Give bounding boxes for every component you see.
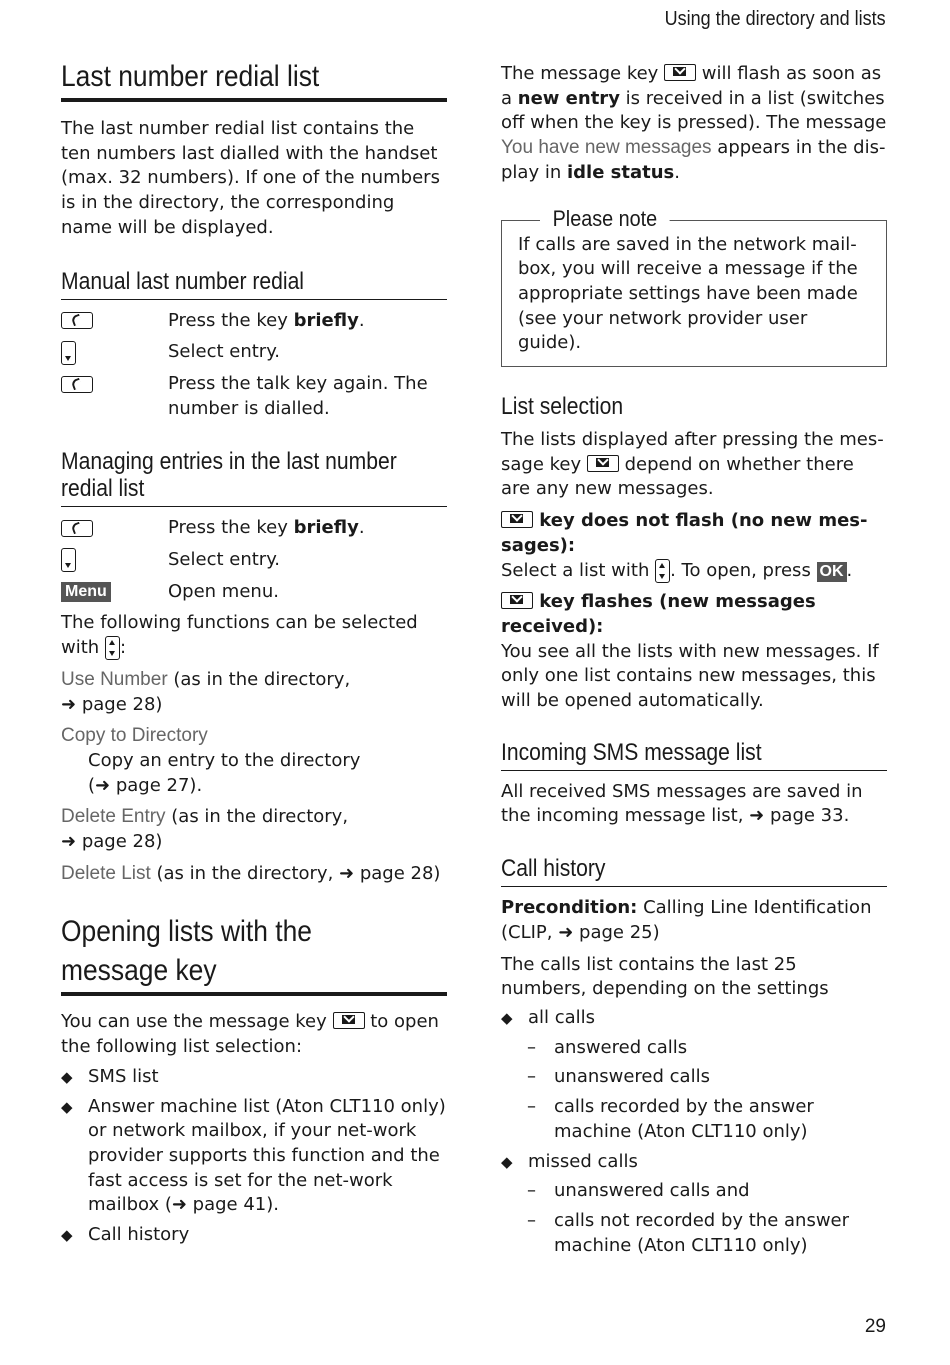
list-item: ◆ Call history <box>61 1223 447 1248</box>
list-item: – unanswered calls <box>501 1065 887 1090</box>
missed-calls-sublist <box>501 1179 887 1258</box>
step-row: Press the talk key again. The number is dialled. <box>61 372 447 421</box>
arrow-right-icon: ➜ <box>171 1194 187 1216</box>
arrow-right-icon: ➜ <box>558 921 574 943</box>
subsection-title-manual: Manual last number redial <box>61 267 305 295</box>
nav-down-key-icon <box>61 341 76 365</box>
arrow-right-icon: ➜ <box>749 805 765 827</box>
nav-up-down-key-icon <box>655 559 670 583</box>
right-column <box>501 0 887 1263</box>
calls-list-text: The calls list contains the last 25 numbers, depending on the settings <box>501 953 829 1000</box>
precondition-text: Precondition: Calling Line Identification (CLIP, ➜ page 25) <box>501 897 872 943</box>
talk-key-icon <box>61 376 93 393</box>
step-row: Select entry. <box>61 340 447 365</box>
no-flash-text: Select a list with . To open, press OK . <box>501 559 853 581</box>
talk-key-icon <box>61 520 93 537</box>
subsection-title-call-history: Call history <box>501 855 606 883</box>
running-header: Using the directory and lists <box>664 8 886 30</box>
note-box <box>501 205 887 368</box>
menu-key: Menu <box>61 582 111 602</box>
step-row: Select entry. <box>61 548 447 573</box>
arrow-right-icon: ➜ <box>339 862 355 884</box>
list-selection-text: The lists displayed after pressing the mes-sage key depend on whether there are any new messages. <box>501 429 884 500</box>
list-item: ◆ all calls <box>501 1006 887 1031</box>
no-flash-heading: key does not flash (no new mes-sages): <box>501 510 868 556</box>
message-key-icon <box>664 64 696 81</box>
nav-down-key-icon <box>61 548 76 572</box>
list-item: ◆ missed calls <box>501 1150 887 1175</box>
section-title-redial: Last number redial list <box>61 60 320 93</box>
list-item: – unanswered calls and <box>501 1179 887 1204</box>
note-text: If calls are saved in the network mail-box, you will receive a message if the appropriate settings have been made (see your network provider user guide). <box>518 233 858 354</box>
list-item: ◆ SMS list <box>61 1065 447 1090</box>
flash-text: You see all the lists with new messages. If only one list contains new messages, this will be opened automatically. <box>501 640 879 712</box>
message-key-icon <box>333 1012 365 1029</box>
nav-up-down-key-icon <box>105 636 120 660</box>
opening-list <box>61 1065 447 1248</box>
message-key-icon <box>587 455 619 472</box>
list-item: – calls not recorded by the answer machine (Aton CLT110 only) <box>501 1209 887 1258</box>
message-key-flash-text: The message key will flash as soon as a new entry is received in a list (switches off when the key is pressed). The message You have new messages appears in the dis-play in idle status. <box>501 63 887 183</box>
note-title: Please note <box>540 207 670 231</box>
subsection-title-list-selection: List selection <box>501 393 624 421</box>
function-delete-list: Delete List (as in the directory, ➜ page 28) <box>61 862 441 884</box>
function-copy-directory-desc: Copy an entry to the directory (➜ page 27). <box>88 749 361 796</box>
page-number: 29 <box>864 1316 886 1337</box>
function-copy-directory: Copy to Directory <box>61 725 208 747</box>
call-types-list <box>501 1006 887 1031</box>
list-item: – answered calls <box>501 1036 887 1061</box>
functions-intro: The following functions can be selected with : <box>61 612 418 659</box>
subsection-title-incoming-sms: Incoming SMS message list <box>501 738 762 766</box>
opening-intro: You can use the message key to open the following list selection: <box>61 1011 439 1058</box>
function-use-number: Use Number (as in the directory, ➜ page 28) <box>61 668 351 715</box>
section-title-opening: Opening lists with the message key <box>61 915 312 988</box>
message-key-icon <box>501 592 533 609</box>
list-item: ◆ Answer machine list (Aton CLT110 only) or network mailbox, if your net-work provider supports this function and the fast access is set for the net-work mailbox (➜ page 41). <box>61 1095 447 1219</box>
arrow-right-icon: ➜ <box>61 831 77 853</box>
subsection-title-managing: Managing entries in the last number redial list <box>61 448 397 503</box>
incoming-text: All received SMS messages are saved in the incoming message list, ➜ page 33. <box>501 780 863 827</box>
list-item: – calls recorded by the answer machine (Aton CLT110 only) <box>501 1095 887 1144</box>
message-key-icon <box>501 511 533 528</box>
talk-key-icon <box>61 312 93 329</box>
ok-key: OK <box>817 562 847 582</box>
redial-intro: The last number redial list contains the ten numbers last dialled with the handset (max. 32 numbers). If one of the numbers is in the directory, the corresponding name will be displayed. <box>61 118 440 238</box>
flash-heading: key flashes (new messages received): <box>501 591 816 637</box>
function-delete-entry: Delete Entry (as in the directory, ➜ page 28) <box>61 806 349 853</box>
call-types-list <box>501 1150 887 1175</box>
step-row: Menu Open menu. <box>61 580 447 605</box>
step-row: Press the key briefly. <box>61 516 447 541</box>
all-calls-sublist <box>501 1036 887 1145</box>
step-row: Press the key briefly. <box>61 309 447 334</box>
arrow-right-icon: ➜ <box>95 774 111 796</box>
left-column <box>61 0 447 1253</box>
arrow-right-icon: ➜ <box>61 693 77 715</box>
